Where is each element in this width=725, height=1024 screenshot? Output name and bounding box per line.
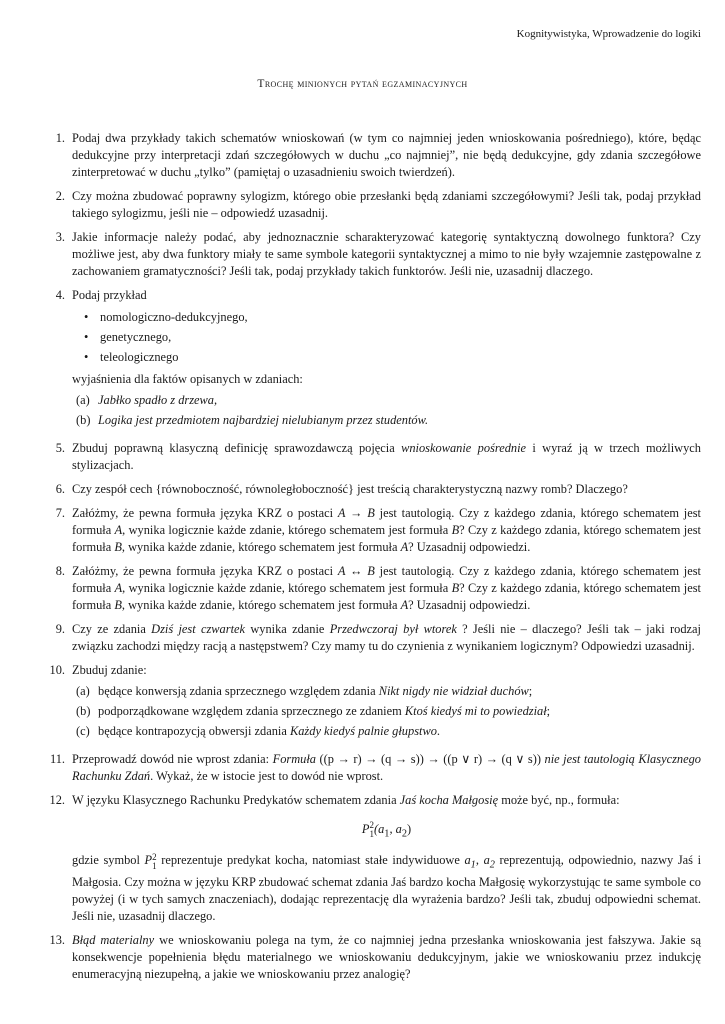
question-text — [72, 751, 701, 785]
emphasis: Przedwczoraj był wtorek — [329, 622, 457, 636]
question-text: wyjaśnienia dla faktów opisanych w zdaniach: — [72, 372, 303, 386]
text-span: , wynika każde zdanie, którego schematem jest formuła — [121, 598, 401, 612]
subscript: 1 — [470, 859, 476, 871]
text-span: Załóżmy, że pewna formuła języka KRZ o postaci — [72, 564, 338, 578]
sub-text: Logika jest przedmiotem najbardziej nielubianym przez studentów. — [98, 413, 429, 427]
text-span: W języku Klasycznego Rachunku Predykatów schematem zdania — [72, 793, 400, 807]
formula: B — [451, 523, 460, 537]
text-span: może być, np., formuła: — [498, 793, 620, 807]
text-span: ; — [546, 704, 551, 718]
question-number: 5. — [55, 441, 65, 455]
subscript: 1 — [152, 860, 157, 871]
bullet-icon: • — [84, 330, 89, 344]
text-span: , wynika logicznie każde zdanie, którego schematem jest formuła — [122, 523, 452, 537]
formula: $a_2$ — [483, 853, 495, 871]
emphasis: Błąd materialny — [72, 932, 155, 947]
question-text: Podaj dwa przykłady takich schematów wnioskowań (w tym co najmniej jeden wnioskowania pośredniego), które, będąc dedukcyjne przy interpretacji zdań szczegółowych w duchu „co najmniej”, nie będą dedukcyjne, gdy zdania szczegółowe zinterpretować w duchu „tylko” (pamiętaj o uzasadnieniu swoich twierdzeń). — [72, 131, 701, 179]
list-item — [84, 309, 701, 326]
formula: A → B — [337, 506, 375, 520]
text-span: ? Uzasadnij odpowiedzi. — [408, 598, 531, 612]
question-9 — [38, 621, 701, 655]
text-span: ? Jeśli nie – dlaczego? Jeśli tak – jaki rodzaj związku zachodzi między racją a następstwem? Czy mamy tu do czynienia z wynikaniem logicznym? Odpowiedzi uzasadnij. — [72, 622, 701, 653]
predicate-symbol: P — [144, 853, 153, 868]
page-title: Trochę minionych pytań egzaminacyjnych — [257, 78, 468, 90]
text-span: będące konwersją zdania sprzecznego względem zdania — [98, 684, 379, 698]
sub-text: Jabłko spadło z drzewa, — [98, 393, 218, 407]
question-6 — [38, 481, 701, 498]
question-text — [72, 505, 701, 556]
formula: A — [114, 581, 123, 595]
text-span: ; — [528, 684, 533, 698]
bullet-icon: • — [84, 310, 89, 324]
text-span: i wyraź ją w trzech możliwych stylizacjach. — [72, 441, 701, 472]
subscript: 1 — [369, 829, 374, 840]
formula: A — [400, 598, 409, 612]
superscript: 2 — [152, 851, 157, 862]
question-3 — [38, 229, 701, 280]
bullet-icon: • — [84, 350, 89, 364]
formula: A ↔ B — [337, 564, 375, 578]
formula: A — [114, 523, 123, 537]
question-number: 7. — [55, 506, 65, 520]
bullet-list — [84, 309, 701, 366]
list-item-text: teleologicznego — [100, 350, 179, 364]
emphasis: Ktoś kiedyś mi to powiedział — [404, 704, 547, 718]
text-span: , wynika każde zdanie, którego schematem jest formuła — [121, 540, 401, 554]
emphasis: nie jest tautologią Klasycznego Rachunku Zdań — [72, 752, 701, 783]
text-span: wynika zdanie — [245, 622, 330, 636]
question-text — [72, 440, 701, 474]
question-number: 10. — [49, 663, 65, 677]
question-number: 9. — [55, 622, 65, 636]
subscript: 2 — [401, 828, 407, 840]
subscript: 1 — [384, 828, 390, 840]
question-intro: Podaj przykład — [72, 288, 147, 302]
sub-item-a — [76, 392, 701, 409]
text-span: podporządkowane względem zdania sprzecznego ze zdaniem — [98, 704, 405, 718]
question-number: 6. — [55, 482, 65, 496]
question-number: 2. — [55, 189, 65, 203]
question-8 — [38, 563, 701, 614]
question-text: gdzie symbol P 2 1 reprezentuje predykat kocha, natomiast stałe indywiduowe $a_1$, $a_2$ reprezentują, odpowiednio, nazwy Jaś i Małgosia. Czy można w języku KRP zbudować schemat zdania Jaś bardzo kocha Małgosię wykorzystując te same symbole co powyżej (i w tych samych znaczeniach), dodając reprezentację dla wyrażenia bardzo? Jeśli tak, zbuduj odpowiedni schemat. Jeśli nie, uzasadnij dlaczego. — [72, 851, 702, 923]
text-span: we wnioskowaniu polega na tym, że co najmniej jedna przesłanka wnioskowania jest fałszywa. Jakie są konsekwencje popełnienia błędu materialnego we wnioskowaniu dedukcyjnym, jakie we wnioskowaniu przez indukcję enumeracyjną niezupełną, a jakie we wnioskowaniu przez analogię? — [72, 932, 701, 981]
text-span: . — [436, 724, 441, 738]
question-2 — [38, 188, 701, 222]
question-text — [72, 621, 701, 655]
text-span: jest tautologią. Czy z każdego zdania, którego schematem jest formuła — [72, 506, 702, 537]
question-body — [72, 792, 701, 925]
predicate-symbol: P — [361, 822, 370, 836]
sub-text — [98, 723, 440, 740]
text-span: ? Czy z każdego zdania, którego schematem jest formuła — [72, 581, 701, 612]
list-item-text: nomologiczno-dedukcyjnego, — [100, 310, 248, 324]
list-item-text: genetycznego, — [100, 330, 172, 344]
text-span: gdzie symbol — [72, 853, 145, 868]
text-span: Przeprowadź dowód nie wprost zdania: — [72, 752, 273, 766]
question-text — [72, 932, 701, 983]
display-formula — [72, 821, 701, 842]
question-number: 8. — [55, 564, 65, 578]
text-span: Czy ze zdania — [72, 622, 152, 636]
text-span: . Wykaż, że w istocie jest to dowód nie wprost. — [150, 769, 384, 783]
sub-label: (b) — [76, 413, 91, 427]
question-text: Czy można zbudować poprawny sylogizm, którego obie przesłanki będą zdaniami szczegółowymi? Jeśli tak, podaj przykład takiego sylogizmu, jeśli nie – odpowiedź uzasadnij. — [72, 189, 701, 220]
question-number: 12. — [49, 793, 65, 807]
formula: ) — [407, 822, 412, 836]
formula: , a — [389, 822, 402, 836]
sub-item-b — [76, 703, 701, 720]
text-span: , wynika logicznie każde zdanie, którego schematem jest formuła — [122, 581, 452, 595]
question-5 — [38, 440, 701, 474]
question-1 — [38, 130, 701, 181]
question-number: 3. — [55, 230, 65, 244]
superscript: 2 — [369, 820, 374, 831]
question-text — [72, 792, 701, 809]
sub-list — [76, 683, 701, 740]
question-intro: Zbuduj zdanie: — [72, 663, 147, 677]
text-span: ? Czy z każdego zdania, którego schematem jest formuła — [72, 523, 701, 554]
question-number: 13. — [49, 932, 65, 947]
formula: $a_1$ — [464, 853, 476, 871]
question-list — [38, 130, 701, 990]
question-4 — [38, 287, 701, 433]
sub-text — [98, 703, 550, 720]
question-10 — [38, 662, 701, 744]
sub-item-c — [76, 723, 701, 740]
question-body — [72, 662, 701, 744]
text-span: reprezentują, odpowiednio, nazwy Jaś i Małgosia. Czy można w języku KRP zbudować schemat zdania Jaś bardzo kocha Małgosię wykorzystując te same symbole co powyżej (i w tych samych znaczeniach), dodając reprezentację dla wyrażenia bardzo? Jeśli tak, zbuduj odpowiedni schemat. Jeśli nie, uzasadnij dlaczego. — [72, 853, 702, 923]
text-span: Zbuduj poprawną klasyczną definicję sprawozdawczą pojęcia — [72, 441, 402, 455]
question-body — [72, 287, 701, 433]
emphasis: Dziś jest czwartek — [151, 622, 246, 636]
formula: ((p → r) → (q → s)) → ((p ∨ r) → (q ∨ s)) — [316, 752, 545, 766]
text-span: reprezentuje predykat kocha, natomiast stałe indywiduowe — [156, 853, 465, 868]
emphasis: Formuła — [272, 752, 316, 766]
sub-item-b — [76, 412, 701, 429]
text-span: będące kontrapozycją obwersji zdania — [98, 724, 290, 738]
sub-text — [98, 683, 532, 700]
question-text: Czy zespół cech {równoboczność, równoległoboczność} jest treścią charakterystyczną nazwy romb? Dlaczego? — [72, 482, 628, 496]
emphasis: wnioskowanie pośrednie — [401, 441, 527, 455]
sub-label: (a) — [76, 684, 90, 698]
page-header: Kognitywistyka, Wprowadzenie do logiki — [516, 28, 701, 40]
text-span: ? Uzasadnij odpowiedzi. — [408, 540, 531, 554]
sub-label: (c) — [76, 724, 90, 738]
emphasis: Jaś kocha Małgosię — [399, 793, 499, 807]
question-text: Jakie informacje należy podać, aby jednoznacznie scharakteryzować kategorię syntaktyczną dowolnego funktora? Czy możliwe jest, aby dwa funktory miały te same symbole kategorii syntaktycznej a mimo to nie były wzajemnie zastępowalne z zachowaniem gramatyczności? Jeśli tak, podaj przykłady takich funktorów. Jeśli nie, uzasadnij dlaczego. — [72, 230, 701, 278]
text-span: Załóżmy, że pewna formuła języka KRZ o postaci — [72, 506, 338, 520]
formula: B — [114, 540, 122, 554]
question-11 — [38, 751, 701, 785]
list-item — [84, 349, 701, 366]
sub-label: (b) — [76, 704, 91, 718]
text-span: jest tautologią. Czy z każdego zdania, którego schematem jest formuła — [72, 564, 702, 595]
formula: B — [451, 581, 460, 595]
emphasis: Każdy kiedyś palnie głupstwo — [289, 724, 437, 738]
question-7 — [38, 505, 701, 556]
sub-label: (a) — [76, 393, 90, 407]
subscript: 2 — [489, 859, 495, 871]
question-number: 11. — [49, 752, 65, 766]
question-number: 4. — [55, 288, 65, 302]
question-number: 1. — [55, 131, 65, 145]
emphasis: Nikt nigdy nie widział duchów — [378, 684, 529, 698]
sub-list — [76, 392, 701, 429]
sub-item-a — [76, 683, 701, 700]
formula: (a — [373, 822, 385, 836]
question-text — [72, 563, 701, 614]
formula: B — [114, 598, 122, 612]
list-item — [84, 329, 701, 346]
formula: A — [400, 540, 409, 554]
question-12 — [38, 792, 701, 925]
question-13 — [38, 932, 701, 983]
